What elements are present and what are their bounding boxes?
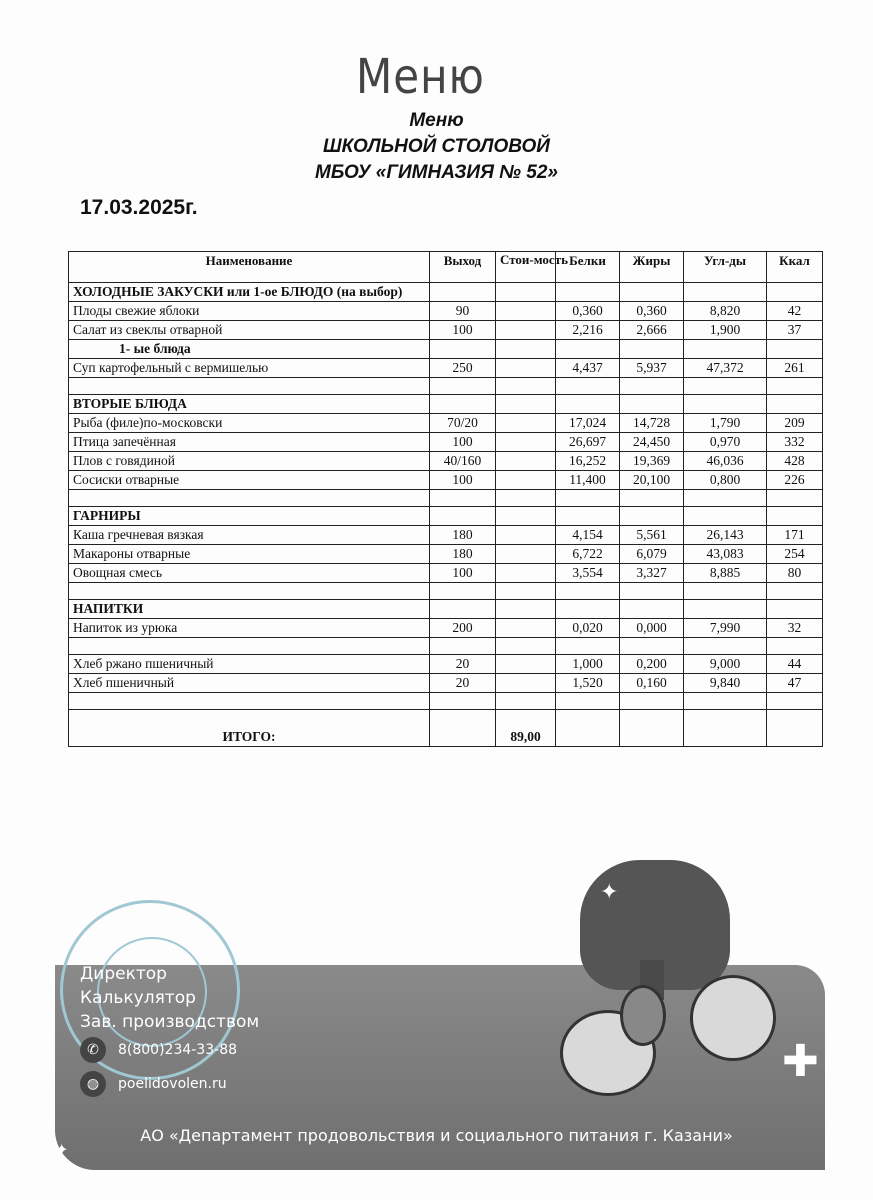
dish-yield: 250 bbox=[430, 359, 496, 378]
dish-yield: 100 bbox=[430, 564, 496, 583]
dish-yield: 100 bbox=[430, 433, 496, 452]
dish-kcal: 254 bbox=[767, 545, 823, 564]
organization-name: АО «Департамент продовольствия и социального питания г. Казани» bbox=[140, 1126, 733, 1145]
dish-carbs: 8,885 bbox=[684, 564, 767, 583]
dish-protein: 0,360 bbox=[556, 302, 620, 321]
dish-fat: 5,561 bbox=[620, 526, 684, 545]
dish-protein: 2,216 bbox=[556, 321, 620, 340]
table-row bbox=[69, 452, 823, 471]
dish-name: Плов с говядиной bbox=[69, 452, 430, 471]
globe-icon: ◍ bbox=[80, 1071, 106, 1097]
school-title: МБОУ «ГИМНАЗИЯ № 52» bbox=[315, 162, 558, 183]
dish-name: Каша гречневая вязкая bbox=[69, 526, 430, 545]
dish-kcal: 32 bbox=[767, 619, 823, 638]
sparkle-icon: ✦ bbox=[600, 880, 619, 905]
dish-name: Овощная смесь bbox=[69, 564, 430, 583]
dish-fat: 0,200 bbox=[620, 655, 684, 674]
dish-fat: 20,100 bbox=[620, 471, 684, 490]
dish-kcal: 261 bbox=[767, 359, 823, 378]
table-row bbox=[69, 471, 823, 490]
dish-yield: 200 bbox=[430, 619, 496, 638]
table-row bbox=[69, 433, 823, 452]
section-garnish: ГАРНИРЫ bbox=[69, 507, 430, 526]
section-drinks: НАПИТКИ bbox=[69, 600, 430, 619]
header-fat: Жиры bbox=[620, 252, 684, 283]
dish-fat: 3,327 bbox=[620, 564, 684, 583]
section-row bbox=[69, 507, 823, 526]
header-kcal: Ккал bbox=[767, 252, 823, 283]
dish-fat: 2,666 bbox=[620, 321, 684, 340]
dish-protein: 4,154 bbox=[556, 526, 620, 545]
section-row bbox=[69, 600, 823, 619]
empty-row bbox=[69, 693, 823, 710]
dish-name: Салат из свеклы отварной bbox=[69, 321, 430, 340]
total-value: 89,00 bbox=[496, 710, 556, 747]
table-row bbox=[69, 321, 823, 340]
dish-carbs: 9,840 bbox=[684, 674, 767, 693]
dish-name: Плоды свежие яблоки bbox=[69, 302, 430, 321]
table-row bbox=[69, 674, 823, 693]
header-protein: Белки bbox=[556, 252, 620, 283]
dish-protein: 17,024 bbox=[556, 414, 620, 433]
dish-protein: 16,252 bbox=[556, 452, 620, 471]
dish-name: Суп картофельный с вермишелью bbox=[69, 359, 430, 378]
sparkle-icon: ✦ bbox=[55, 1140, 69, 1159]
dish-name: Макароны отварные bbox=[69, 545, 430, 564]
dish-carbs: 43,083 bbox=[684, 545, 767, 564]
dish-kcal: 226 bbox=[767, 471, 823, 490]
dish-fat: 6,079 bbox=[620, 545, 684, 564]
dish-yield: 20 bbox=[430, 655, 496, 674]
table-row bbox=[69, 545, 823, 564]
table-header-row bbox=[69, 252, 823, 283]
empty-row bbox=[69, 638, 823, 655]
signatories bbox=[80, 962, 259, 1034]
total-row bbox=[69, 710, 823, 747]
website-contact bbox=[80, 1070, 227, 1098]
section-first: 1- ые блюда bbox=[69, 340, 430, 359]
dish-yield: 20 bbox=[430, 674, 496, 693]
dish-protein: 6,722 bbox=[556, 545, 620, 564]
empty-row bbox=[69, 490, 823, 507]
table-row bbox=[69, 655, 823, 674]
dish-name: Напиток из урюка bbox=[69, 619, 430, 638]
dish-fat: 5,937 bbox=[620, 359, 684, 378]
dish-yield: 180 bbox=[430, 545, 496, 564]
dish-yield: 90 bbox=[430, 302, 496, 321]
dish-fat: 24,450 bbox=[620, 433, 684, 452]
dish-fat: 0,160 bbox=[620, 674, 684, 693]
menu-title: Меню bbox=[409, 110, 464, 131]
table-row bbox=[69, 302, 823, 321]
phone-contact bbox=[80, 1036, 237, 1064]
dish-fat: 14,728 bbox=[620, 414, 684, 433]
dish-fat: 0,000 bbox=[620, 619, 684, 638]
header-carbs: Угл-ды bbox=[684, 252, 767, 283]
dish-carbs: 9,000 bbox=[684, 655, 767, 674]
dish-kcal: 80 bbox=[767, 564, 823, 583]
mascot-right bbox=[690, 975, 776, 1061]
header-cost: Стои-мость bbox=[496, 252, 556, 283]
dish-yield: 180 bbox=[430, 526, 496, 545]
dish-protein: 26,697 bbox=[556, 433, 620, 452]
dish-protein: 0,020 bbox=[556, 619, 620, 638]
handwritten-title: Меню bbox=[356, 48, 485, 105]
header-name: Наименование bbox=[69, 252, 430, 283]
dish-carbs: 1,900 bbox=[684, 321, 767, 340]
table-row bbox=[69, 564, 823, 583]
dish-yield: 100 bbox=[430, 321, 496, 340]
phone-number: 8(800)234-33-88 bbox=[118, 1042, 238, 1058]
dish-kcal: 47 bbox=[767, 674, 823, 693]
table-row bbox=[69, 619, 823, 638]
dish-kcal: 428 bbox=[767, 452, 823, 471]
dish-protein: 4,437 bbox=[556, 359, 620, 378]
table-row bbox=[69, 359, 823, 378]
dish-carbs: 1,790 bbox=[684, 414, 767, 433]
dish-carbs: 46,036 bbox=[684, 452, 767, 471]
dish-carbs: 7,990 bbox=[684, 619, 767, 638]
phone-icon: ✆ bbox=[80, 1037, 106, 1063]
dish-carbs: 47,372 bbox=[684, 359, 767, 378]
dish-protein: 1,520 bbox=[556, 674, 620, 693]
dish-protein: 11,400 bbox=[556, 471, 620, 490]
role-director: Директор bbox=[80, 964, 167, 984]
dish-name: Хлеб пшеничный bbox=[69, 674, 430, 693]
menu-table bbox=[68, 251, 823, 747]
section-row bbox=[69, 283, 823, 302]
mascot-middle bbox=[620, 985, 666, 1046]
section-cold: ХОЛОДНЫЕ ЗАКУСКИ или 1-ое БЛЮДО (на выбор) bbox=[69, 283, 430, 302]
dish-fat: 0,360 bbox=[620, 302, 684, 321]
dish-carbs: 0,970 bbox=[684, 433, 767, 452]
dish-kcal: 171 bbox=[767, 526, 823, 545]
dish-name: Хлеб ржано пшеничный bbox=[69, 655, 430, 674]
dish-kcal: 42 bbox=[767, 302, 823, 321]
dish-carbs: 26,143 bbox=[684, 526, 767, 545]
section-row bbox=[69, 395, 823, 414]
dish-name: Птица запечённая bbox=[69, 433, 430, 452]
dish-kcal: 209 bbox=[767, 414, 823, 433]
dish-protein: 1,000 bbox=[556, 655, 620, 674]
empty-row bbox=[69, 583, 823, 600]
section-row bbox=[69, 340, 823, 359]
sparkle-icon: ✚ bbox=[782, 1036, 819, 1087]
role-production-head: Зав. производством bbox=[80, 1012, 260, 1032]
dish-protein: 3,554 bbox=[556, 564, 620, 583]
total-label: ИТОГО: bbox=[69, 710, 430, 747]
dish-yield: 100 bbox=[430, 471, 496, 490]
header-yield: Выход bbox=[430, 252, 496, 283]
dish-kcal: 37 bbox=[767, 321, 823, 340]
dish-yield: 40/160 bbox=[430, 452, 496, 471]
canteen-title: ШКОЛЬНОЙ СТОЛОВОЙ bbox=[323, 136, 550, 157]
dish-carbs: 8,820 bbox=[684, 302, 767, 321]
table-row bbox=[69, 414, 823, 433]
dish-carbs: 0,800 bbox=[684, 471, 767, 490]
dish-yield: 70/20 bbox=[430, 414, 496, 433]
menu-date: 17.03.2025г. bbox=[80, 196, 198, 219]
table-row bbox=[69, 526, 823, 545]
dish-name: Рыба (филе)по-московски bbox=[69, 414, 430, 433]
section-second: ВТОРЫЕ БЛЮДА bbox=[69, 395, 430, 414]
empty-row bbox=[69, 378, 823, 395]
website-url: poelidovolen.ru bbox=[118, 1076, 227, 1092]
dish-fat: 19,369 bbox=[620, 452, 684, 471]
dish-kcal: 44 bbox=[767, 655, 823, 674]
dish-kcal: 332 bbox=[767, 433, 823, 452]
role-calculator: Калькулятор bbox=[80, 988, 196, 1008]
dish-name: Сосиски отварные bbox=[69, 471, 430, 490]
